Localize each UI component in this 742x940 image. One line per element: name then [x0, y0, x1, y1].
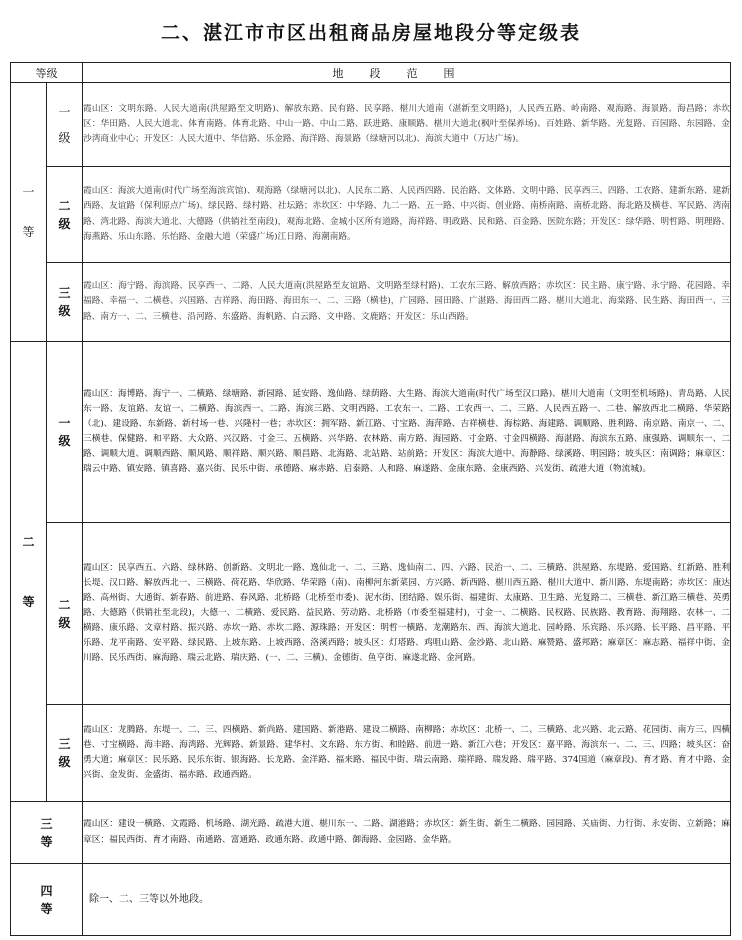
range-text: 霞山区：文明东路、人民大道南(洪屋路至文明路)、解放东路、民有路、民享路、椹川大道南（湛新至文明路)，人民西五路、岭南路、观海路、海景路、海昌路；赤坎区：华田路、人民大道北、体育南路、体育北路、中山一路、中山二路、跃进路、康顺路、椹川大道北(枫叶至保养场)、百姓路、新华路、光复路、百园路、东园路、金沙湾商业中心；开发区：人民大道中、华信路、乐金路、海洋路、海景路（绿塘河以北)、海滨大道中（万达广场)。 — [83, 83, 731, 167]
range-text: 霞山区：海博路、海宁一、二横路、绿塘路、新园路、延安路、逸仙路、绿荫路、大生路、海滨大道南(时代广场至汉口路)、椹川大道南（文明至机场路)、青岛路、人民东一路、友谊路、友谊一、二横路、海滨西一、二路、海滨三路、文明西路、工农东一、二路、工农西一、二、三路、人民西五路一、二巷、解放西北二横路、华荣路（北)、建设路、东新路、新村场一巷、兴隆村一巷；赤坎区：拥军路、新江路、寸宝路、海萍路、吉祥横巷、海棕路、海建路、调顺路、胜利路、南京路、南京一、二、三横巷、保健路、和平路、大众路、兴汉路、寸金三、五横路、兴华路、农林路、南方路、海园路、寸金路、寸金四横路、海湛路、海滨东五路、康强路、调顺东一、二路、调顺大道、调顺西路、顺风路、顺祥路、顺兴路、顺昌路、北海路、北站路、站前路；开发区：海滨大道中、海静路、绿溪路、明园路；坡头区：南调路；麻章区：瑞云中路、镇安路、镇喜路、嘉兴街、民乐中街、承德路、麻赤路、启泰路、人和路、麻遂路、金康东路、金康西路、兴发街、疏港大道（物流城)。 — [83, 342, 731, 523]
minor-grade — [47, 167, 83, 263]
table-row — [11, 167, 731, 263]
major-grade-1 — [11, 83, 47, 342]
table-row — [11, 342, 731, 523]
range-text: 霞山区：建设一横路、文霞路、机场路、湖光路、疏港大道、椹川东一、二路、湖港路；赤坎区：新生街、新生二横路、园园路、关庙街、力行街、永安街、立新路；麻章区：福民西街、育才南路、南通路、富通路、政通东路、政通中路、御海路、金园路、金华路。 — [83, 802, 731, 864]
minor-grade-label: 二级 — [58, 597, 71, 630]
major-grade-label: 四等 — [40, 883, 53, 916]
range-text: 霞山区：龙腾路、东堤一、二、三、四横路、新尚路、建国路、新港路、建设二横路、南柳路；赤坎区：北桥一、二、三横路、北兴路、北云路、花园街、南方三、四横巷、寸宝横路、海丰路、海湾路、光辉路、新景路、建华村、文东路、东方街、和睦路、前进一路、新江六巷；开发区：嘉平路、海滨东一、二、三、四路；坡头区：奋勇大道；麻章区：民乐路、民乐东街、银海路、长龙路、金洋路、福来路、福民中街、瑞云南路、瑞祥路、瑞发路、瑞平路、374国道（麻章段)、育才路、育才中路、金兴街、金发街、金盛街、福赤路、政通西路。 — [83, 705, 731, 802]
minor-grade-label: 一级 — [58, 416, 71, 448]
header-range: 地段范围 — [83, 63, 731, 83]
major-grade-label: 二等 — [22, 534, 35, 609]
range-text: 霞山区：海宁路、海滨路、民享西一、二路、人民大道南(洪屋路至友谊路、文明路至绿村路)、工农东三路、解放西路；赤坎区：民主路、康宁路、永宁路、花园路、幸福路、幸福一、二横巷、兴国路、吉祥路、海田路、海田东一、二、三路（横巷)，广园路、园田路、广湛路、海田西二路、椹川大道北、海棠路、民生路、海田西一、三路、南方一、二、三横巷、沿河路、东盛路、海帆路、白云路、文申路、文鹿路；开发区：乐山西路。 — [83, 263, 731, 342]
minor-grade-label: 二级 — [58, 198, 71, 231]
major-grade-4 — [11, 864, 83, 936]
major-grade-3 — [11, 802, 83, 864]
grading-table — [10, 62, 731, 936]
minor-grade — [47, 523, 83, 705]
major-grade-label: 一等 — [22, 185, 35, 239]
minor-grade — [47, 705, 83, 802]
minor-grade-label: 三级 — [58, 286, 71, 318]
minor-grade — [47, 263, 83, 342]
range-text: 霞山区：海滨大道南(时代广场至海滨宾馆)、观海路（绿塘河以北)、人民东二路、人民西四路、民治路、文体路、文明中路、民享西三、四路、工农路、建新东路、建新西路、友谊路（保利原点广场)、绿民路、绿村路、社坛路；赤坎区：中华路、九二一路、五一路、中兴街、创业路、南桥南路、南桥北路、海北路及横巷、军民路、湾南路、湾北路、海滨大道北、大德路（供销社至南段)，观海北路、金城小区所有道路，海祥路、明政路、民和路、百金路、医院东路；开发区：绿华路、明哲路、明理路、海燕路、乐山东路、乐怡路、金融大道（荣盛广场)江日路、海潮南路。 — [83, 167, 731, 263]
minor-grade-label: 三级 — [58, 737, 71, 769]
table-row — [11, 802, 731, 864]
major-grade-2 — [11, 342, 47, 802]
minor-grade — [47, 83, 83, 167]
header-grade: 等级 — [11, 63, 83, 83]
range-text: 除一、二、三等以外地段。 — [83, 864, 731, 936]
table-header-row — [11, 63, 731, 83]
table-row — [11, 263, 731, 342]
table-row — [11, 83, 731, 167]
range-text: 霞山区：民享西五、六路、绿林路、创新路、文明北一路、逸仙北一、二、三路、逸仙南二、四、六路、民治一、二、三横路、洪屋路、东堤路、爱国路、红新路、胜利长堤、汉口路、解放西北一、三横路、荷花路、华欣路、华荣路（南)、南柳河东新菜园、方兴路、新西路、椹川西五路、椹川大道中、新川路、东堤南路；赤坎区：康达路、高州街、大通街、新春路、前进路、春风路、北桥路（北桥至市委)、泥水街、团结路、娱乐街、福建街、太康路、卫生路、光复路二、三横巷、新江路三横巷、英勇路、大德路（供销社至北段)，大德一、二横路、爱民路、益民路、劳动路、北桥路（市委至福建村)，寸金一、二横路、民权路、民族路、教育路、海翔路、农林一、二横路、康乐路、文章村路、振兴路、赤坎一路、赤坎二路、源珠路；开发区：明哲一横路、龙潮路东、西、海滨大道北、园岭路、乐宾路、乐兴路、长平路、昌平路、平乐路、龙平南路、安平路、绿民路、上坡东路、上坡西路、洛溪西路；坡头区：灯塔路、鸡咀山路、金沙路、北山路、麻赞路、盛邦路；麻章区：麻志路、福祥中街、金川路、民乐西街、麻海路、瑞云北路、瑞庆路、(一、二、三横)、金德街、鱼亨街、麻遂北路、金河路。 — [83, 523, 731, 705]
table-row — [11, 705, 731, 802]
major-grade-label: 三等 — [40, 816, 53, 849]
page-title: 二、湛江市市区出租商品房屋地段分等定级表 — [160, 22, 581, 44]
table-row — [11, 523, 731, 705]
minor-grade — [47, 342, 83, 523]
table-row — [11, 864, 731, 936]
minor-grade-label: 一级 — [58, 104, 71, 145]
